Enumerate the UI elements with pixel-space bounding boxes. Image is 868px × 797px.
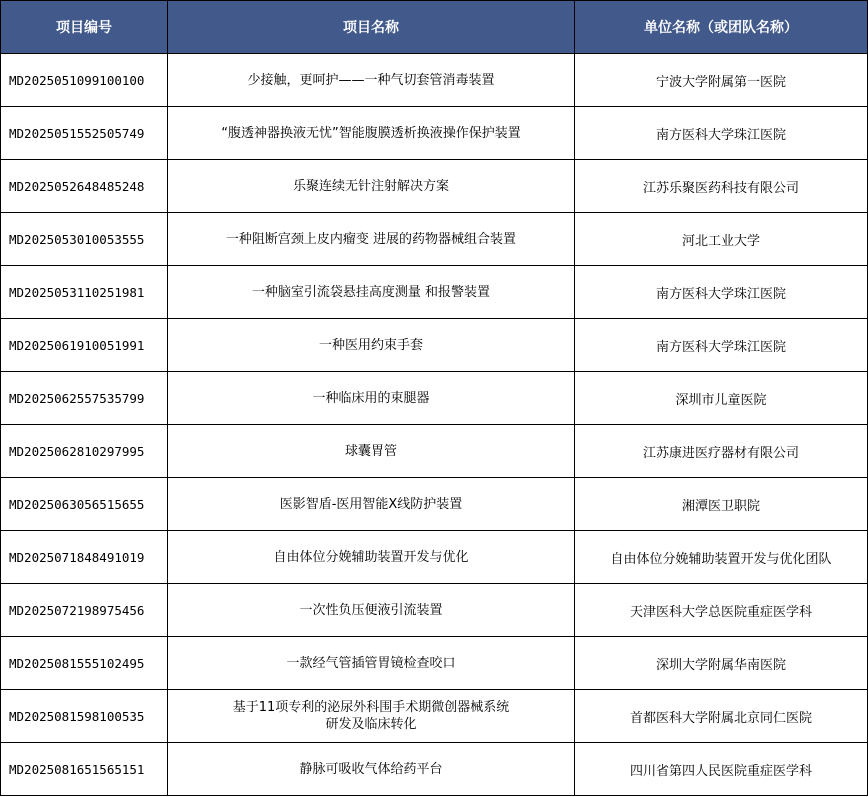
table-row [1, 266, 868, 319]
unit-name-cell: 河北工业大学 [575, 213, 868, 266]
project-id-cell: MD2025062557535799 [1, 372, 168, 425]
table-row [1, 478, 868, 531]
project-id-cell: MD2025061910051991 [1, 319, 168, 372]
unit-name-cell: 深圳大学附属华南医院 [575, 637, 868, 690]
header-project-id: 项目编号 [1, 1, 168, 54]
project-id-cell: MD2025053010053555 [1, 213, 168, 266]
project-name-cell: 一种脑室引流袋悬挂高度测量 和报警装置 [168, 266, 575, 319]
unit-name-cell: 四川省第四人民医院重症医学科 [575, 743, 868, 796]
project-name-cell: 一种临床用的束腿器 [168, 372, 575, 425]
project-id-cell: MD2025051552505749 [1, 107, 168, 160]
project-name-cell: 一种阻断宫颈上皮内瘤变 进展的药物器械组合装置 [168, 213, 575, 266]
table-row [1, 54, 868, 107]
unit-name-cell: 天津医科大学总医院重症医学科 [575, 584, 868, 637]
header-unit-name: 单位名称（或团队名称） [575, 1, 868, 54]
project-name-cell: 自由体位分娩辅助装置开发与优化 [168, 531, 575, 584]
table-row [1, 584, 868, 637]
project-name-cell: 乐聚连续无针注射解决方案 [168, 160, 575, 213]
project-id-cell: MD2025062810297995 [1, 425, 168, 478]
table-row [1, 160, 868, 213]
table-row [1, 213, 868, 266]
project-name-cell: “腹透神器换液无忧”智能腹膜透析换液操作保护装置 [168, 107, 575, 160]
project-id-cell: MD2025081651565151 [1, 743, 168, 796]
unit-name-cell: 宁波大学附属第一医院 [575, 54, 868, 107]
unit-name-cell: 深圳市儿童医院 [575, 372, 868, 425]
project-name-cell: 球囊胃管 [168, 425, 575, 478]
project-name-cell: 医影智盾-医用智能X线防护装置 [168, 478, 575, 531]
header-project-name: 项目名称 [168, 1, 575, 54]
table-row [1, 319, 868, 372]
project-name-cell: 一次性负压便液引流装置 [168, 584, 575, 637]
project-name-cell: 少接触，更呵护——一种气切套管消毒装置 [168, 54, 575, 107]
table-row [1, 107, 868, 160]
unit-name-cell: 南方医科大学珠江医院 [575, 319, 868, 372]
unit-name-cell: 江苏乐聚医药科技有限公司 [575, 160, 868, 213]
project-id-cell: MD2025072198975456 [1, 584, 168, 637]
unit-name-cell: 湘潭医卫职院 [575, 478, 868, 531]
table-row [1, 425, 868, 478]
project-id-cell: MD2025052648485248 [1, 160, 168, 213]
unit-name-cell: 江苏康进医疗器材有限公司 [575, 425, 868, 478]
project-name-cell: 基于11项专利的泌尿外科围手术期微创器械系统 研发及临床转化 [168, 690, 575, 743]
project-id-cell: MD2025071848491019 [1, 531, 168, 584]
project-id-cell: MD2025081598100535 [1, 690, 168, 743]
table-row [1, 372, 868, 425]
project-name-cell: 一种医用约束手套 [168, 319, 575, 372]
project-id-cell: MD2025053110251981 [1, 266, 168, 319]
project-id-cell: MD2025081555102495 [1, 637, 168, 690]
unit-name-cell: 南方医科大学珠江医院 [575, 266, 868, 319]
table-row [1, 743, 868, 796]
unit-name-cell: 首都医科大学附属北京同仁医院 [575, 690, 868, 743]
project-name-cell: 一款经气管插管胃镜检查咬口 [168, 637, 575, 690]
table-row [1, 690, 868, 743]
unit-name-cell: 南方医科大学珠江医院 [575, 107, 868, 160]
header-row [1, 1, 868, 54]
table-row [1, 637, 868, 690]
project-id-cell: MD2025063056515655 [1, 478, 168, 531]
unit-name-cell: 自由体位分娩辅助装置开发与优化团队 [575, 531, 868, 584]
project-name-cell: 静脉可吸收气体给药平台 [168, 743, 575, 796]
project-id-cell: MD2025051099100100 [1, 54, 168, 107]
table-row [1, 531, 868, 584]
